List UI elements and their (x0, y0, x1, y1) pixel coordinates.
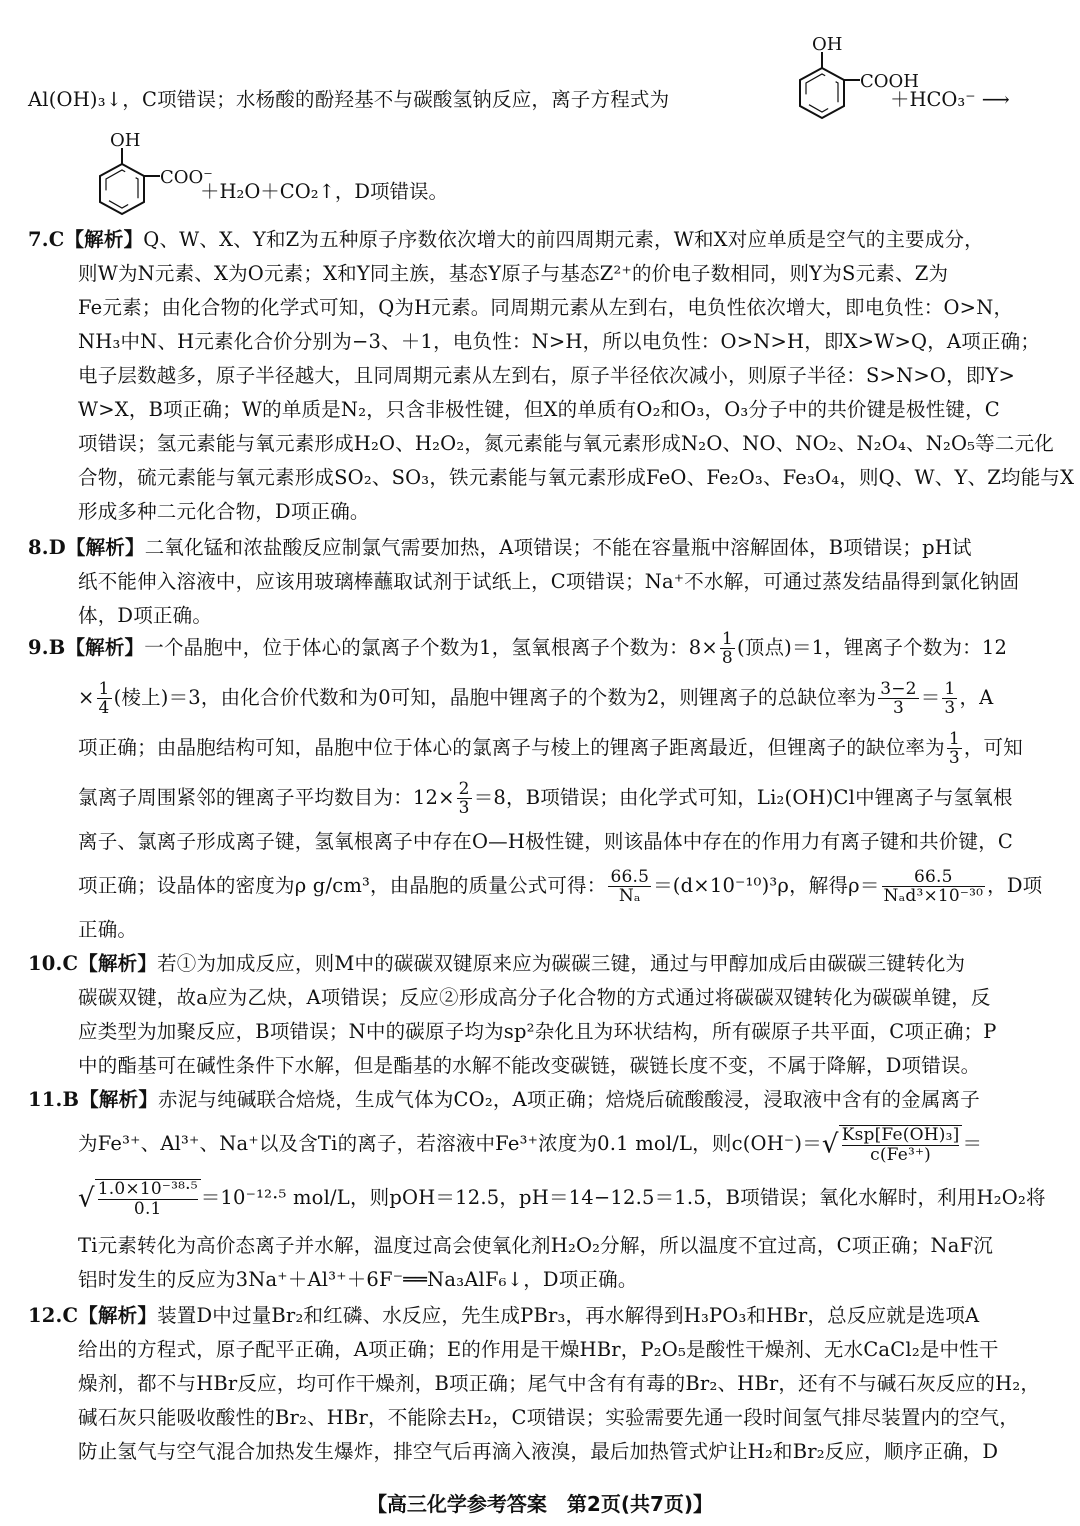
q7-line-7: 项错误；氢元素能与氧元素形成H₂O、H₂O₂，氮元素能与氧元素形成N₂O、NO、NO₂、N₂O₄、N₂O₅等二元化 (78, 432, 1054, 455)
q10-line-1 (28, 950, 972, 978)
q11-line-5: 铝时发生的反应为3Na⁺＋Al³⁺＋6F⁻══Na₃AlF₆↓，D项正确。 (78, 1268, 638, 1291)
q9-frac-8: $\frac{66.5}{\text{Nₐd³×10⁻³⁰}}$ (883, 867, 984, 906)
q7-line-4: NH₃中N、H元素化合价分别为−3、＋1，电负性：N>H，所以电负性：O>N>H，即X>W>Q，A项正确； (78, 330, 1041, 353)
salicylate-structure (70, 128, 213, 228)
page-footer: 【高三化学参考答案 第2页(共7页)】 (366, 1492, 714, 1516)
q11-text: 赤泥与纯碱联合焙烧，生成气体为CO₂，A项正确；焙烧后硫酸酸浸，浸取液中含有的金属离子 (158, 1088, 980, 1111)
q9-line-2: × $\frac{1}{4}$ (棱上)＝3，由化合价代数和为0可知，晶胞中锂离子的个数为2，则锂离子的总缺位率为 $\frac{3-2}{3}$ ＝ $\frac{1}{3}$ ，A (78, 679, 994, 718)
q9-frac-5: $\frac{1}{3}$ (948, 729, 960, 768)
q7-tag: 【解析】 (64, 228, 144, 251)
q9-frac-1: $\frac{1}{8}$ (721, 629, 733, 668)
q12-line-1 (28, 1302, 980, 1330)
q10-answer: 10.C (28, 952, 79, 975)
q9-line-6: 项正确；设晶体的密度为ρ g/cm³，由晶胞的质量公式可得： $\frac{66.5}{\text{Nₐ}}$ ＝(d×10⁻¹⁰)³ρ，解得ρ＝ $\frac{66.5}{\text{Nₐd³×10⁻³⁰}}$ ，D项 (78, 867, 1043, 906)
q11-root-2: $\frac{\text{1.0×10⁻³⁸·⁵}}{0.1}$ (95, 1179, 201, 1219)
q7-line-6: W>X，B项正确；W的单质是N₂，只含非极性键，但X的单质有O₂和O₃，O₃分子中的共价键是极性键，C (78, 398, 1000, 421)
q11-answer: 11.B (28, 1088, 80, 1111)
q12-line-5: 防止氢气与空气混合加热发生爆炸，排空气后再滴入液溴，最后加热管式炉让H₂和Br₂反应，顺序正确，D (78, 1440, 999, 1463)
q12-tag: 【解析】 (78, 1304, 158, 1327)
q7-line-5: 电子层数越多，原子半径越大，且同周期元素从左到右，原子半径依次减小，则原子半径：S>N>O，即Y> (78, 364, 1016, 387)
q9-frac-2: $\frac{1}{4}$ (98, 679, 110, 718)
reactant-cooh-label: COOH (860, 71, 919, 92)
q8-line-3: 体，D项正确。 (78, 604, 213, 627)
q8-line-1 (28, 534, 972, 562)
salicylic-acid-structure (770, 32, 919, 132)
q8-line-2: 纸不能伸入溶液中，应该用玻璃棒蘸取试剂于试纸上，C项错误；Na⁺不水解，可通过蒸发结晶得到氯化钠固 (78, 570, 1020, 593)
q9-l1b: (顶点)＝1，锂离子个数为：12 (736, 636, 1008, 659)
q10-text: 若①为加成反应，则M中的碳碳双键原来应为碳碳三键，通过与甲醇加成后由碳碳三键转化为 (157, 952, 966, 975)
q12-line-4: 碱石灰只能吸收酸性的Br₂、HBr，不能除去H₂，C项错误；实验需要先通一段时间氢气排尽装置内的空气， (78, 1406, 1020, 1429)
q9-line-4: 氯离子周围紧邻的锂离子平均数目为：12× $\frac{2}{3}$ ＝8，B项错误；由化学式可知，Li₂(OH)Cl中锂离子与氢氧根 (78, 779, 1013, 818)
q9-answer: 9.B (28, 636, 66, 659)
q11-tag: 【解析】 (79, 1088, 159, 1111)
q12-line-3: 燥剂，都不与HBr反应，均可作干燥剂，B项正确；尾气中含有有毒的Br₂、HBr，还有不与碱石灰反应的H₂， (78, 1372, 1041, 1395)
q11-root-1: $\frac{\text{Ksp[Fe(OH)₃]}}{\text{c(Fe³⁺)}}$ (839, 1125, 963, 1165)
q6-line-1: Al(OH)₃↓，C项错误；水杨酸的酚羟基不与碳酸氢钠反应，离子方程式为 (28, 88, 670, 111)
q7-line-3: Fe元素；由化合物的化学式可知，Q为H元素。同周期元素从左到右，电负性依次增大，即电负性：O>N， (78, 296, 1014, 319)
q7-line-1 (28, 226, 984, 254)
q7-line-2: 则W为N元素、X为O元素；X和Y同主族，基态Y原子与基态Z²⁺的价电子数相同，则Y为S元素、Z为 (78, 262, 949, 285)
product-oh-label: OH (110, 130, 141, 151)
q12-line-2: 给出的方程式，原子配平正确，A项正确；E的作用是干燥HBr，P₂O₅是酸性干燥剂、无水CaCl₂是中性干 (78, 1338, 999, 1361)
q11-line-3: √ $\frac{\text{1.0×10⁻³⁸·⁵}}{0.1}$ ＝10⁻¹²·⁵ mol/L，则pOH＝12.5，pH＝14−12.5＝1.5，B项错误；氧化水解时，利用H₂O₂将 (78, 1178, 1046, 1219)
product-coo-label: COO⁻ (160, 167, 213, 188)
q9-l1a: 一个晶胞中，位于体心的氯离子个数为1，氢氧根离子个数为：8× (144, 636, 718, 659)
q7-text: Q、W、X、Y和Z为五种原子序数依次增大的前四周期元素，W和X对应单质是空气的主要成分， (143, 228, 984, 251)
q9-frac-3: $\frac{3-2}{3}$ (880, 679, 917, 718)
q9-tag: 【解析】 (65, 636, 145, 659)
q10-line-3: 应类型为加聚反应，B项错误；N中的碳原子均为sp²杂化且为环状结构，所有碳原子共平面，C项正确；P (78, 1020, 997, 1043)
q9-frac-6: $\frac{2}{3}$ (458, 779, 470, 818)
q9-frac-7: $\frac{66.5}{\text{Nₐ}}$ (610, 867, 650, 906)
q6-reactant-plus: ＋HCO₃⁻ ⟶ (890, 88, 1010, 111)
q9-line-1 (28, 629, 1008, 668)
q9-line-5: 离子、氯离子形成离子键，氢氧根离子中存在O—H极性键，则该晶体中存在的作用力有离子键和共价键，C (78, 830, 1014, 853)
q9-frac-4: $\frac{1}{3}$ (944, 679, 956, 718)
q12-text: 装置D中过量Br₂和红磷、水反应，先生成PBr₃，再水解得到H₃PO₃和HBr，总反应就是选项A (157, 1304, 980, 1327)
q7-line-9: 形成多种二元化合物，D项正确。 (78, 500, 370, 523)
q7-line-8: 合物，硫元素能与氧元素形成SO₂、SO₃，铁元素能与氧元素形成FeO、Fe₂O₃、Fe₃O₄，则Q、W、Y、Z均能与X (78, 466, 1075, 489)
q9-line-7: 正确。 (78, 918, 138, 941)
q7-answer: 7.C (28, 228, 65, 251)
q8-tag: 【解析】 (65, 536, 145, 559)
q9-line-3: 项正确；由晶胞结构可知，晶胞中位于体心的氯离子与棱上的锂离子距离最近，但锂离子的缺位率为 $\frac{1}{3}$ ，可知 (78, 729, 1023, 768)
q10-tag: 【解析】 (78, 952, 158, 975)
q10-line-2: 碳碳双键，故a应为乙炔，A项错误；反应②形成高分子化合物的方式通过将碳碳双键转化为碳碳单键，反 (78, 986, 991, 1009)
q6-product-rest: ＋H₂O＋CO₂↑，D项错误。 (200, 180, 449, 203)
q10-line-4: 中的酯基可在碱性条件下水解，但是酯基的水解不能改变碳链，碳链长度不变，不属于降解，D项错误。 (78, 1054, 981, 1077)
q11-line-4: Ti元素转化为高价态离子并水解，温度过高会使氧化剂H₂O₂分解，所以温度不宜过高，C项正确；NaF沉 (78, 1234, 994, 1257)
q8-text: 二氧化锰和浓盐酸反应制氯气需要加热，A项错误；不能在容量瓶中溶解固体，B项错误；pH试 (144, 536, 972, 559)
reactant-oh-label: OH (812, 34, 843, 55)
q11-line-2: 为Fe³⁺、Al³⁺、Na⁺以及含Ti的离子，若溶液中Fe³⁺浓度为0.1 mol/L，则c(OH⁻)＝√ $\frac{\text{Ksp[Fe(OH)₃]}}{\text{c(Fe³⁺)}}$ ＝ (78, 1124, 983, 1165)
q8-answer: 8.D (28, 536, 66, 559)
q12-answer: 12.C (28, 1304, 79, 1327)
q11-line-1 (28, 1086, 980, 1114)
